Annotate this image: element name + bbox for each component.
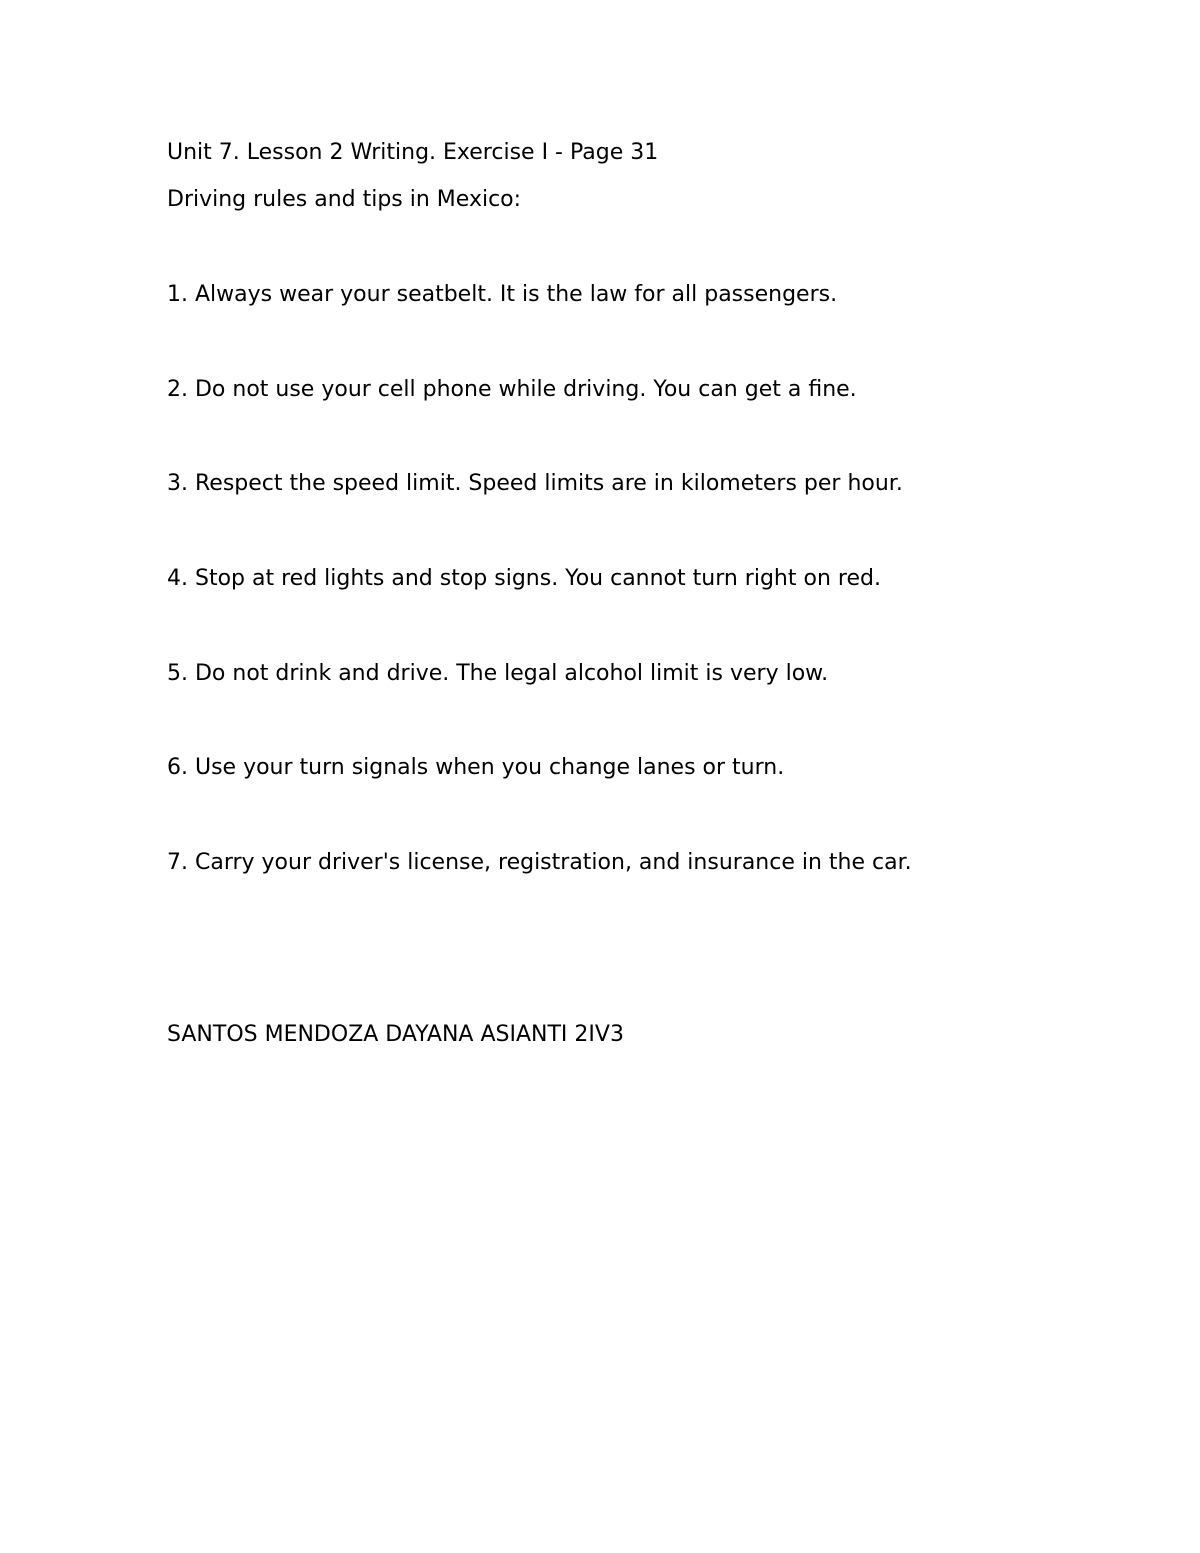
rule-item-4: 4. Stop at red lights and stop signs. You cannot turn right on red.: [167, 566, 881, 592]
rule-item-2: 2. Do not use your cell phone while driving. You can get a fine.: [167, 376, 857, 402]
rule-item-1: 1. Always wear your seatbelt. It is the law for all passengers.: [167, 282, 838, 307]
rule-item-3: 3. Respect the speed limit. Speed limits are in kilometers per hour.: [167, 471, 903, 497]
document-subtitle: Driving rules and tips in Mexico:: [167, 187, 522, 212]
author-line: SANTOS MENDOZA DAYANA ASIANTI 2IV3: [167, 1022, 624, 1047]
rules-list: [167, 280, 912, 943]
rule-item-7: 7. Carry your driver's license, registration, and insurance in the car.: [167, 850, 912, 876]
document-heading: Unit 7. Lesson 2 Writing. Exercise I - Page 31: [167, 140, 659, 165]
rule-item-5: 5. Do not drink and drive. The legal alcohol limit is very low.: [167, 660, 829, 686]
rule-item-6: 6. Use your turn signals when you change lanes or turn.: [167, 755, 785, 781]
